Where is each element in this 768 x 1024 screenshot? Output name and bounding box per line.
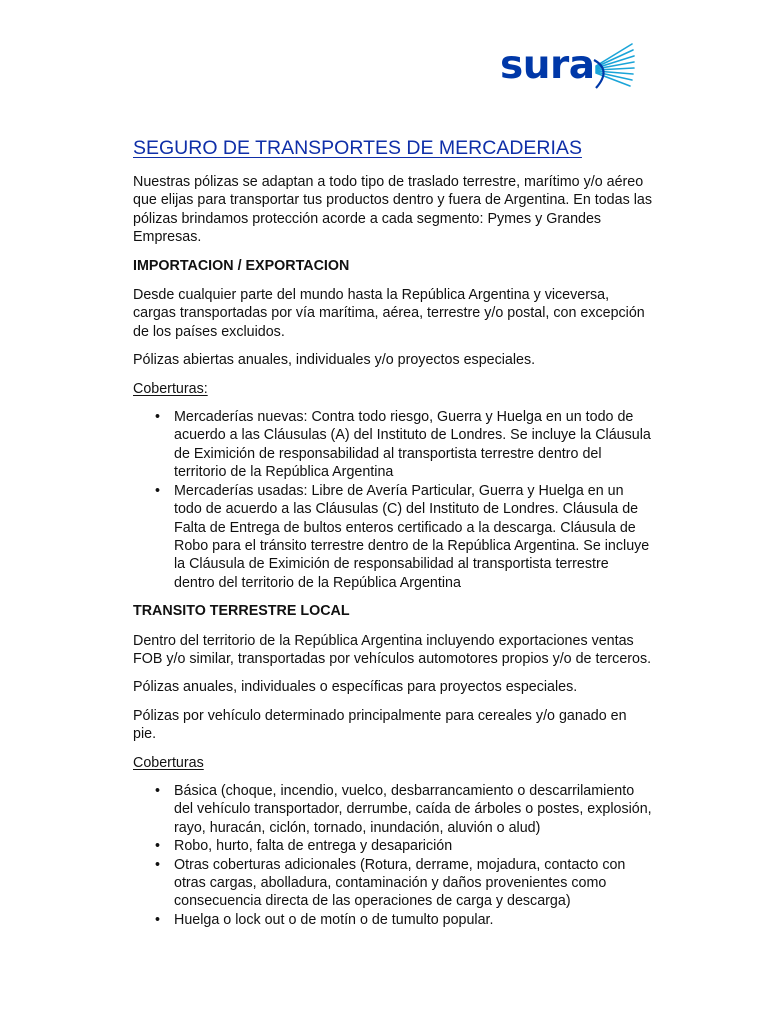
document-body (133, 136, 653, 939)
bullet-icon: • (155, 911, 161, 928)
bullet-icon: • (155, 482, 161, 499)
bullet-icon: • (155, 409, 161, 426)
bullet-icon: • (155, 782, 161, 799)
list-item: • Básica (choque, incendio, vuelco, desbarrancamiento o descarrilamiento del vehículo transportador, derrumbe, caída de árboles o postes, explosión, rayo, huracán, ciclón, tornado, inundación, aluvión o alud) (155, 782, 652, 836)
section2-paragraph-2: Pólizas anuales, individuales o específicas para proyectos especiales. (133, 679, 578, 696)
section1-coverage-list (133, 408, 653, 592)
list-item: • Robo, hurto, falta de entrega y desaparición (155, 838, 453, 855)
section2-coverage-list (133, 782, 653, 929)
document-title: SEGURO DE TRANSPORTES DE MERCADERIAS (133, 137, 582, 159)
list-item: • Mercaderías nuevas: Contra todo riesgo, Guerra y Huelga en un todo de acuerdo a las Cláusulas (A) del Instituto de Londres. Se incluye la Cláusula de Eximición de responsabilidad al transportista terrestre dentro del territorio de la República Argentina (155, 409, 651, 481)
section2-paragraph-3: Pólizas por vehículo determinado principalmente para cereales y/o ganado en pie. (133, 707, 627, 743)
section-heading-local-transit: TRANSITO TERRESTRE LOCAL (133, 603, 350, 620)
list-item: • Otras coberturas adicionales (Rotura, derrame, mojadura, contacto con otras cargas, abolladura, contaminación y daños provenientes como consecuencia directa de las operaciones de carga y descarga) (155, 856, 626, 910)
section2-coverage-label: Coberturas (133, 754, 204, 771)
bullet-icon: • (155, 856, 161, 873)
section1-coverage-label: Coberturas: (133, 380, 208, 397)
list-item: • Huelga o lock out o de motín o de tumulto popular. (155, 911, 494, 928)
section1-paragraph-2: Pólizas abiertas anuales, individuales y/o proyectos especiales. (133, 352, 536, 369)
section1-paragraph-1: Desde cualquier parte del mundo hasta la República Argentina y viceversa, cargas transportadas por vía marítima, aérea, terrestre y/o postal, con excepción de los países excluidos. (133, 287, 645, 340)
sura-logo (500, 40, 635, 96)
intro-paragraph: Nuestras pólizas se adaptan a todo tipo de traslado terrestre, marítimo y/o aéreo que elijas para transportar tus productos dentro y fuera de Argentina. En todas las pólizas brindamos protección acorde a cada segmento: Pymes y Grandes Empresas. (133, 174, 652, 246)
section-heading-import-export: IMPORTACION / EXPORTACION (133, 257, 350, 274)
section2-paragraph-1: Dentro del territorio de la República Argentina incluyendo exportaciones ventas FOB y/o similar, transportadas por vehículos automotores propios y/o de terceros. (133, 632, 652, 667)
list-item: • Mercaderías usadas: Libre de Avería Particular, Guerra y Huelga en un todo de acuerdo a las Cláusulas (C) del Instituto de Londres. Cláusula de Falta de Entrega de bultos enteros certificado a la descarga. Cláusula de Robo para el tránsito terrestre dentro de la República Argentina. Se incluye la Cláusula de Eximición de responsabilidad al transportista terrestre dentro del territorio de la República Argentina (155, 482, 650, 591)
fan-lines-icon (592, 42, 636, 92)
logo-text: sura (500, 43, 595, 88)
bullet-icon: • (155, 838, 161, 855)
